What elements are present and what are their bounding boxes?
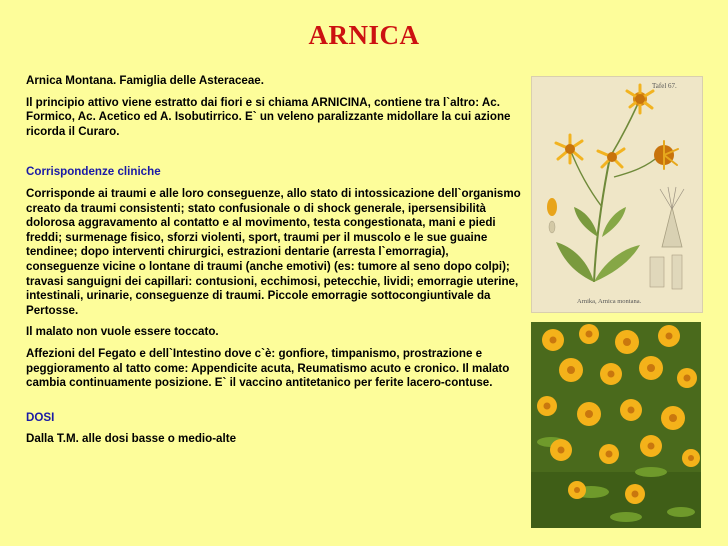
plate-label: Tafel 67.	[652, 82, 677, 90]
dosi-paragraph: Dalla T.M. alle dosi basse o medio-alte	[26, 432, 237, 446]
arnica-photo	[531, 322, 701, 528]
clinical-paragraph-3: Affezioni del Fegato e dell`Intestino dove c`è: gonfiore, timpanismo, prostrazione e peggioramento al tatto come: Appendicite acuta, Reumatismo acuto e cronico. Il malato cambia continuamente posizione. E` il vaccino antitetanico per ferite lacero-contuse.	[26, 346, 510, 390]
arnica-plate-drawing	[532, 77, 702, 312]
botanical-illustration	[531, 76, 703, 313]
main-text	[26, 74, 524, 454]
clinical-paragraph-2: Il malato non vuole essere toccato.	[26, 325, 219, 339]
intro-line: Arnica Montana. Famiglia delle Asteraceae.	[26, 74, 264, 87]
page-title: ARNICA	[308, 20, 420, 50]
clinical-paragraph-1: Corrisponde ai traumi e alle loro conseguenze, allo stato di intossicazione dell`organismo creato da traumi consistenti; stato confusionale o di shock generale, ipersensibilità dolorosa aggravamento al contatto e al movimento, testa congestionata, mani e piedi freddi; surmenage fisico, sforzi violenti, sport, traumi per il muscolo e le sue guaine tendinee; dopo interventi chirurgici, estrazioni dentarie (arresta l`emorragia), conseguenze vicine o lontane di traumi (anche emotivi) (es: tumore al seno dopo colpi); travasi sanguigni dei capillari: contusioni, ecchimosi, petecchie, lividi; emorragie uterine, intestinali, urinarie, conseguenze di traumi. Piccole emorragie sottocongiuntivale da Pertosse.	[26, 186, 521, 317]
clinical-heading: Corrispondenze cliniche	[26, 165, 161, 179]
plate-caption: Arnika, Arnica montana.	[577, 298, 642, 305]
flower-photo-drawing	[531, 322, 701, 528]
dosi-heading: DOSI	[26, 410, 55, 424]
intro-paragraph: Il principio attivo viene estratto dai fiori e si chiama ARNICINA, contiene tra l`altro: Ac. Formico, Ac. Acetico ed A. Isobutirrico. E` un veleno paralizzante midollare la cui azione ricorda il Curaro.	[26, 95, 511, 138]
